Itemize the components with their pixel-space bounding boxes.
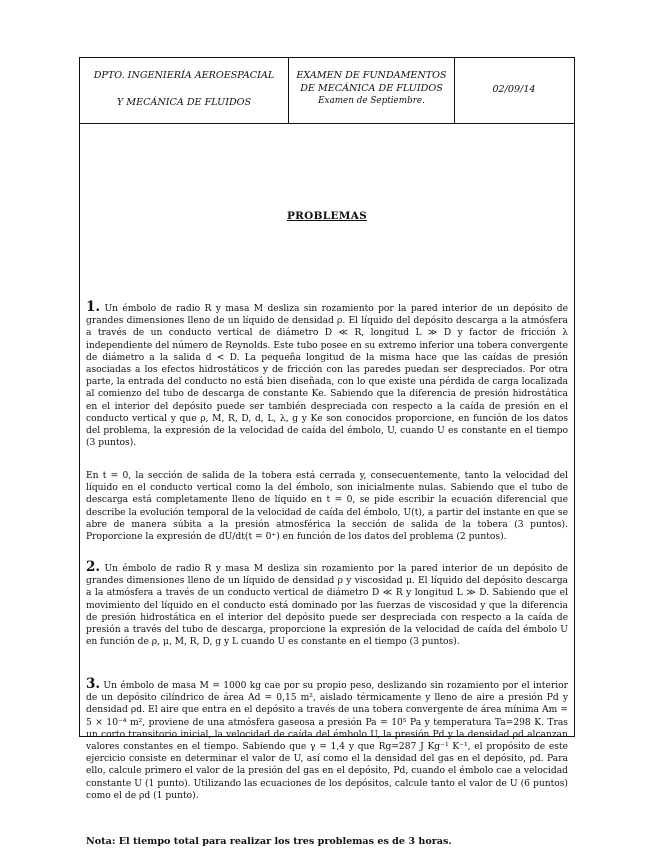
department-cell bbox=[80, 58, 289, 123]
exam-frame bbox=[79, 57, 575, 847]
problem-3-number: 3. bbox=[86, 676, 101, 692]
problem-1 bbox=[86, 301, 568, 449]
problem-2-number: 2. bbox=[86, 559, 101, 575]
problem-1-text: Un émbolo de radio R y masa M desliza sin rozamiento por la pared interior de un depósito de grandes dimensiones lleno de un líquido de densidad ρ. El líquido del depósito descarga a la atmósfera a través de un conducto vertical de diámetro D ≪ R, longitud L ≫ D y factor de fricción λ independiente del número de Reynolds. Este tubo posee en su extremo inferior una tobera convergente de diámetro a la salida d < D. La pequeña longitud de la misma hace que las caídas de presión asociadas a los efectos hidrostáticos y de fricción con las paredes puedan ser despreciados. Por otra parte, la entrada del conducto no está bien diseñada, con lo que existe una pérdida de carga localizada al comienzo del tubo de descarga de constante Ke. Sabiendo que la diferencia de presión hidrostática en el interior del depósito puede ser también despreciada con respecto a la caída de presión en el conducto vertical y que ρ, M, R, D, d, L, λ, g y Ke son conocidos proporcione, en función de los datos del problema, la expresión de la velocidad de caída del émbolo, U, cuando U es constante en el tiempo (3 puntos). bbox=[86, 304, 569, 449]
problem-1-part-2 bbox=[86, 470, 568, 543]
problem-3 bbox=[86, 678, 568, 802]
exam-body bbox=[86, 124, 569, 847]
problem-2-text: Un émbolo de radio R y masa M desliza sin rozamiento por la pared interior de un depósito de grandes dimensiones lleno de un líquido de densidad ρ y viscosidad μ. El líquido del depósito descarga a la atmósfera a través de un conducto vertical de diámetro D ≪ R y longitud L ≫ D. Sabiendo que el movimiento del líquido en el conducto está dominado por las fuerzas de viscosidad y que la diferencia de presión hidrostática en el interior del depósito puede ser despreciada con respecto a la caída de presión a través del tubo de descarga, proporcione la expresión de la velocidad de caída del émbolo U en función de ρ, μ, M, R, D, g y L cuando U es constante en el tiempo (3 puntos). bbox=[86, 564, 569, 648]
exam-title-line-2: DE MECÁNICA DE FLUIDOS bbox=[300, 83, 443, 94]
exam-title-cell bbox=[289, 58, 455, 123]
date-cell bbox=[455, 58, 573, 123]
exam-title-line-1: EXAMEN DE FUNDAMENTOS bbox=[296, 70, 447, 81]
department-line-1: DPTO. INGENIERÍA AEROESPACIAL bbox=[93, 70, 275, 81]
problem-2 bbox=[86, 561, 568, 648]
problem-1-number: 1. bbox=[86, 299, 101, 315]
exam-date: 02/09/14 bbox=[492, 84, 536, 95]
exam-session: Examen de Septiembre. bbox=[318, 96, 425, 106]
section-title: PROBLEMAS bbox=[286, 210, 368, 222]
exam-header bbox=[80, 58, 574, 124]
section-title-wrap bbox=[86, 210, 568, 222]
time-note: Nota: El tiempo total para realizar los tres problemas es de 3 horas. bbox=[86, 836, 452, 847]
department-line-2: Y MECÁNICA DE FLUIDOS bbox=[116, 97, 252, 108]
problem-3-text: Un émbolo de masa M = 1000 kg cae por su propio peso, deslizando sin rozamiento por el interior de un depósito cilíndrico de área Ad = 0,15 m², aislado térmicamente y lleno de aire a presión Pd y densidad ρd. El aire que entra en el depósito a través de una tobera convergente de área mínima Am = 5 × 10⁻⁴ m², proviene de una atmósfera gaseosa a presión Pa = 10⁵ Pa y temperatura Ta=298 K. Tras un corto transitorio inicial, la velocidad de caída del émbolo U, la presión Pd y la densidad ρd alcanzan valores constantes en el tiempo. Sabiendo que γ = 1,4 y que Rg=287 J Kg⁻¹ K⁻¹, el propósito de este ejercicio consiste en determinar el valor de U, así como el la densidad del gas en el depósito, ρd. Para ello, calcule primero el valor de la presión del gas en el depósito, Pd, cuando el émbolo cae a velocidad constante U (1 punto). Utilizando las ecuaciones de los depósitos, calcule tanto el valor de U (6 puntos) como el de ρd (1 punto). bbox=[86, 681, 568, 801]
problem-1-text-2: En t = 0, la sección de salida de la tobera está cerrada y, consecuentemente, tanto la velocidad del líquido en el conducto vertical como la del émbolo, son inicialmente nulas. Sabiendo que el tubo de descarga está completamente lleno de líquido en t = 0, se pide escribir la ecuación diferencial que describe la evolución temporal de la velocidad de caída del émbolo, U(t), a partir del instante en que se abre de manera súbita a la presión atmosférica la sección de salida de la tobera (3 puntos). Proporcione la expresión de dU/dt(t = 0⁺) en función de los datos del problema (2 puntos). bbox=[86, 471, 568, 543]
